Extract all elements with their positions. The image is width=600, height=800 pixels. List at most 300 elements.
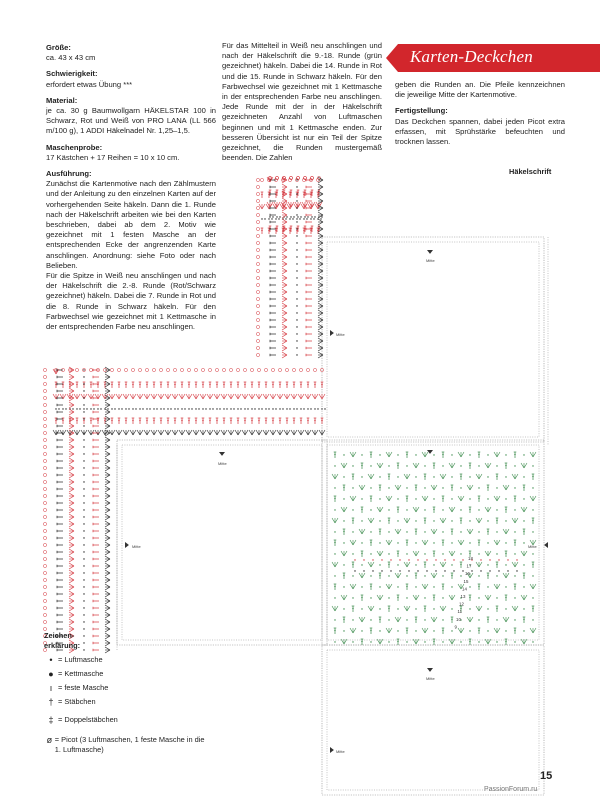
chain-mark bbox=[379, 498, 380, 499]
fan-stroke bbox=[69, 608, 74, 611]
chain-mark bbox=[296, 186, 297, 187]
fan-stroke bbox=[443, 474, 446, 479]
fan-stroke bbox=[69, 405, 74, 408]
chain-mark bbox=[83, 579, 84, 580]
fan-stroke bbox=[312, 394, 315, 399]
chain-mark bbox=[505, 564, 506, 565]
double-crochet-bar bbox=[406, 586, 408, 587]
fan-stroke bbox=[318, 212, 323, 215]
chain-mark bbox=[334, 619, 335, 620]
double-crochet-bar bbox=[433, 597, 435, 598]
chain-mark bbox=[388, 465, 389, 466]
chain-mark bbox=[264, 218, 265, 219]
fan-stroke bbox=[270, 430, 273, 435]
fan-stroke bbox=[242, 394, 245, 399]
chain-mark bbox=[100, 408, 101, 409]
fan-stroke bbox=[524, 551, 527, 556]
fan-stroke bbox=[512, 606, 515, 611]
picot-mark bbox=[43, 550, 46, 553]
picot-mark bbox=[43, 571, 46, 574]
fan-stroke bbox=[69, 601, 74, 604]
fan-stroke bbox=[259, 394, 262, 399]
fan-stroke bbox=[214, 394, 217, 399]
card-frame-top-right-inner bbox=[327, 242, 539, 437]
chain-mark bbox=[417, 559, 418, 560]
chain-mark bbox=[261, 408, 262, 409]
fan-stroke bbox=[425, 584, 428, 589]
chain-mark bbox=[487, 564, 488, 565]
fan-stroke bbox=[105, 482, 110, 485]
chain-mark bbox=[451, 542, 452, 543]
chain-mark bbox=[460, 553, 461, 554]
chain-mark bbox=[321, 216, 322, 217]
fan-stroke bbox=[344, 463, 347, 468]
double-crochet-bar bbox=[514, 630, 516, 631]
chain-mark bbox=[460, 487, 461, 488]
fan-stroke bbox=[69, 503, 74, 506]
legend-item-double: † = Stäbchen bbox=[44, 697, 96, 707]
chain-mark bbox=[372, 559, 373, 560]
double-crochet-bar bbox=[487, 575, 489, 576]
chain-mark bbox=[177, 408, 178, 409]
double-crochet-bar bbox=[223, 384, 225, 385]
fan-stroke bbox=[422, 628, 425, 633]
fan-stroke bbox=[280, 394, 283, 399]
fan-stroke bbox=[371, 474, 374, 479]
picot-mark bbox=[229, 368, 232, 371]
chain-mark bbox=[156, 408, 157, 409]
fan-stroke bbox=[282, 247, 287, 250]
chain-mark bbox=[310, 218, 311, 219]
chain-mark bbox=[424, 619, 425, 620]
chain-mark bbox=[451, 630, 452, 631]
double-crochet-bar bbox=[251, 420, 253, 421]
fan-stroke bbox=[263, 394, 266, 399]
chain-mark bbox=[83, 418, 84, 419]
fan-stroke bbox=[380, 595, 383, 600]
double-crochet-bar bbox=[451, 575, 453, 576]
picot-mark bbox=[256, 269, 259, 272]
chain-mark bbox=[415, 586, 416, 587]
fan-stroke bbox=[332, 474, 335, 479]
round-number: 14 bbox=[462, 586, 467, 592]
fan-stroke bbox=[467, 617, 470, 622]
fan-stroke bbox=[182, 394, 185, 399]
chain-mark bbox=[460, 509, 461, 510]
round-number: 13 bbox=[460, 594, 466, 599]
fan-stroke bbox=[69, 549, 74, 552]
double-crochet-bar bbox=[334, 498, 336, 499]
chain-mark bbox=[296, 354, 297, 355]
double-crochet-bar bbox=[460, 476, 462, 477]
chain-mark bbox=[317, 408, 318, 409]
chain-mark bbox=[303, 218, 304, 219]
double-crochet-bar bbox=[532, 476, 534, 477]
fan-stroke bbox=[497, 628, 500, 633]
fan-stroke bbox=[105, 598, 110, 601]
double-crochet-bar bbox=[397, 465, 399, 466]
fan-stroke bbox=[515, 474, 518, 479]
fan-stroke bbox=[301, 394, 304, 399]
chain-mark bbox=[286, 408, 287, 409]
round-number: 18 bbox=[468, 556, 473, 561]
fan-stroke bbox=[165, 430, 168, 435]
round-number: 9 bbox=[454, 624, 457, 630]
double-crochet-bar bbox=[279, 384, 281, 385]
fan-stroke bbox=[282, 271, 287, 274]
double-crochet-bar bbox=[237, 420, 239, 421]
fan-stroke bbox=[305, 394, 308, 399]
chain-mark bbox=[167, 408, 168, 409]
picot-mark bbox=[310, 176, 313, 179]
chain-mark bbox=[370, 487, 371, 488]
fan-stroke bbox=[105, 612, 110, 615]
fan-stroke bbox=[69, 451, 74, 454]
chain-mark bbox=[388, 597, 389, 598]
center-part-text: Für das Mittelteil in Weiß neu anschlingen und nach der Häkelschrift die 9.-18. Runde (grün gezeichnet) häkeln. Dabei die 14. Runde in Rot und die 15. Runde in Schwarz häkeln. Für den Farbwechsel wie gezeichnet mit 1 Kettmasche in der entsprechenden Farbe neu anschlingen. Jede Runde mit der in der Häkelschrift gezeichneten Anzahl von Luftmaschen beginnen und mit 1 Kettmasche enden. Zur besseren Übersicht ist nur ein Teil der Spitze gezeichnet, die Runden mustergemäß beenden. Die Zahlen bbox=[222, 41, 382, 163]
chain-mark bbox=[191, 408, 192, 409]
chain-mark bbox=[388, 509, 389, 510]
fan-stroke bbox=[422, 584, 425, 589]
fan-stroke bbox=[506, 617, 509, 622]
chain-mark bbox=[296, 218, 297, 219]
fan-stroke bbox=[69, 559, 74, 562]
fan-stroke bbox=[158, 430, 161, 435]
picot-mark bbox=[256, 304, 259, 307]
fan-stroke bbox=[105, 475, 110, 478]
chain-mark bbox=[532, 575, 533, 576]
chain-mark bbox=[237, 408, 238, 409]
fan-stroke bbox=[69, 577, 74, 580]
card-frame-bottom-left-outer bbox=[117, 440, 327, 645]
fan-stroke bbox=[105, 531, 110, 534]
fan-stroke bbox=[440, 606, 443, 611]
fan-stroke bbox=[298, 430, 301, 435]
fan-stroke bbox=[105, 489, 110, 492]
picot-mark bbox=[256, 346, 259, 349]
chain-mark bbox=[296, 207, 297, 208]
chain-mark bbox=[83, 502, 84, 503]
picot-mark bbox=[43, 382, 46, 385]
chain-mark bbox=[202, 408, 203, 409]
chain-mark bbox=[478, 597, 479, 598]
double-crochet-bar bbox=[111, 384, 113, 385]
fan-stroke bbox=[105, 573, 110, 576]
fan-stroke bbox=[105, 447, 110, 450]
fan-stroke bbox=[207, 430, 210, 435]
fan-stroke bbox=[119, 430, 122, 435]
fan-stroke bbox=[485, 507, 488, 512]
fan-stroke bbox=[308, 394, 311, 399]
chain-mark bbox=[111, 408, 112, 409]
double-crochet-bar bbox=[469, 465, 471, 466]
fan-stroke bbox=[69, 587, 74, 590]
chain-mark bbox=[433, 476, 434, 477]
chain-mark bbox=[334, 465, 335, 466]
fan-stroke bbox=[282, 317, 287, 320]
picot-mark bbox=[256, 227, 259, 230]
fan-stroke bbox=[74, 430, 77, 435]
fan-stroke bbox=[443, 562, 446, 567]
chain-mark bbox=[296, 249, 297, 250]
double-crochet-bar bbox=[469, 553, 471, 554]
double-crochet-bar bbox=[321, 420, 323, 421]
chain-mark bbox=[296, 263, 297, 264]
fan-stroke bbox=[452, 551, 455, 556]
chain-mark bbox=[381, 559, 382, 560]
fan-stroke bbox=[380, 551, 383, 556]
chain-mark bbox=[343, 564, 344, 565]
chain-mark bbox=[390, 559, 391, 560]
fan-stroke bbox=[277, 430, 280, 435]
picot-mark bbox=[256, 332, 259, 335]
fan-stroke bbox=[63, 430, 66, 435]
chain-mark bbox=[83, 397, 84, 398]
fan-stroke bbox=[404, 518, 407, 523]
chain-mark bbox=[334, 641, 335, 642]
chain-mark bbox=[285, 218, 286, 219]
chain-mark bbox=[90, 408, 91, 409]
double-crochet-bar bbox=[314, 420, 316, 421]
picot-mark bbox=[43, 417, 46, 420]
fan-stroke bbox=[273, 394, 276, 399]
fan-stroke bbox=[69, 626, 74, 629]
picot-mark bbox=[145, 368, 148, 371]
chain-mark bbox=[314, 408, 315, 409]
chain-mark bbox=[83, 369, 84, 370]
chain-mark bbox=[132, 408, 133, 409]
chain-mark bbox=[83, 509, 84, 510]
mitte-label: Mitte bbox=[218, 461, 227, 466]
chain-mark bbox=[282, 408, 283, 409]
fan-stroke bbox=[259, 430, 262, 435]
double-crochet-bar bbox=[379, 575, 381, 576]
fan-stroke bbox=[105, 528, 110, 531]
chain-mark bbox=[313, 218, 314, 219]
chain-mark bbox=[496, 619, 497, 620]
chain-mark bbox=[433, 630, 434, 631]
chain-mark bbox=[86, 408, 87, 409]
fan-stroke bbox=[95, 430, 98, 435]
fan-stroke bbox=[431, 573, 434, 578]
fan-stroke bbox=[386, 628, 389, 633]
double-crochet-bar bbox=[174, 384, 176, 385]
fan-stroke bbox=[221, 394, 224, 399]
chain-mark bbox=[388, 575, 389, 576]
round-number: 15 bbox=[463, 578, 469, 584]
double-crochet-bar bbox=[424, 564, 426, 565]
legend-item-slip: ● = Kettmasche bbox=[44, 669, 103, 679]
double-crochet-bar bbox=[370, 542, 372, 543]
chain-mark bbox=[205, 408, 206, 409]
picot-mark bbox=[43, 410, 46, 413]
fan-stroke bbox=[512, 562, 515, 567]
fan-stroke bbox=[458, 496, 461, 501]
double-crochet-bar bbox=[361, 465, 363, 466]
fan-stroke bbox=[479, 474, 482, 479]
chain-mark bbox=[296, 242, 297, 243]
double-crochet-bar bbox=[505, 509, 507, 510]
double-crochet-bar bbox=[388, 520, 390, 521]
fan-stroke bbox=[151, 430, 154, 435]
fan-stroke bbox=[105, 472, 110, 475]
chain-mark bbox=[324, 408, 325, 409]
fan-stroke bbox=[69, 542, 74, 545]
chain-mark bbox=[478, 641, 479, 642]
fan-stroke bbox=[69, 388, 74, 391]
chain-mark bbox=[352, 487, 353, 488]
fan-stroke bbox=[69, 486, 74, 489]
fan-stroke bbox=[69, 531, 74, 534]
fan-stroke bbox=[273, 430, 276, 435]
chain-mark bbox=[195, 408, 196, 409]
chain-mark bbox=[212, 408, 213, 409]
fan-stroke bbox=[228, 394, 231, 399]
fan-stroke bbox=[359, 529, 362, 534]
fan-stroke bbox=[154, 394, 157, 399]
chain-mark bbox=[188, 408, 189, 409]
fan-stroke bbox=[102, 394, 105, 399]
chain-mark bbox=[406, 509, 407, 510]
fan-stroke bbox=[105, 454, 110, 457]
chain-mark bbox=[275, 408, 276, 409]
chain-mark bbox=[83, 460, 84, 461]
chain-mark bbox=[496, 641, 497, 642]
chain-mark bbox=[334, 531, 335, 532]
chain-mark bbox=[397, 498, 398, 499]
picot-mark bbox=[43, 403, 46, 406]
chain-mark bbox=[352, 553, 353, 554]
fan-stroke bbox=[395, 573, 398, 578]
chain-mark bbox=[153, 408, 154, 409]
fan-stroke bbox=[315, 394, 318, 399]
chain-mark bbox=[296, 333, 297, 334]
fan-stroke bbox=[69, 374, 74, 377]
chain-mark bbox=[296, 214, 297, 215]
fan-stroke bbox=[298, 394, 301, 399]
double-crochet-bar bbox=[487, 619, 489, 620]
chain-mark bbox=[406, 487, 407, 488]
chain-mark bbox=[83, 404, 84, 405]
chain-mark bbox=[370, 553, 371, 554]
double-crochet-bar bbox=[397, 509, 399, 510]
fan-stroke bbox=[521, 507, 524, 512]
chain-mark bbox=[514, 509, 515, 510]
double-crochet-bar bbox=[469, 509, 471, 510]
chain-mark bbox=[83, 537, 84, 538]
chain-mark bbox=[240, 408, 241, 409]
round-number: 11 bbox=[457, 609, 463, 615]
chain-mark bbox=[334, 597, 335, 598]
double-crochet-bar bbox=[388, 564, 390, 565]
picot-mark bbox=[43, 515, 46, 518]
fan-stroke bbox=[341, 463, 344, 468]
fan-stroke bbox=[341, 507, 344, 512]
fan-stroke bbox=[91, 430, 94, 435]
chain-mark bbox=[444, 570, 445, 571]
double-crochet-bar bbox=[272, 420, 274, 421]
chain-mark bbox=[523, 542, 524, 543]
chain-mark bbox=[307, 408, 308, 409]
picot-mark bbox=[201, 368, 204, 371]
chain-mark bbox=[469, 586, 470, 587]
picot-mark bbox=[222, 368, 225, 371]
fan-stroke bbox=[506, 573, 509, 578]
chain-mark bbox=[442, 487, 443, 488]
fan-stroke bbox=[69, 444, 74, 447]
fan-stroke bbox=[407, 518, 410, 523]
fan-stroke bbox=[63, 394, 66, 399]
fan-stroke bbox=[470, 573, 473, 578]
chain-mark bbox=[415, 498, 416, 499]
chain-mark bbox=[272, 216, 273, 217]
fan-stroke bbox=[458, 452, 461, 457]
chain-mark bbox=[487, 498, 488, 499]
picot-mark bbox=[288, 178, 291, 181]
fan-stroke bbox=[105, 496, 110, 499]
chain-mark bbox=[514, 619, 515, 620]
double-crochet-bar bbox=[181, 384, 183, 385]
fan-stroke bbox=[318, 348, 323, 351]
fan-stroke bbox=[461, 452, 464, 457]
double-crochet-bar bbox=[370, 498, 372, 499]
fan-stroke bbox=[282, 345, 287, 348]
fan-stroke bbox=[252, 430, 255, 435]
chain-mark bbox=[399, 559, 400, 560]
fan-stroke bbox=[252, 394, 255, 399]
fan-stroke bbox=[112, 394, 115, 399]
chain-mark bbox=[469, 520, 470, 521]
fan-stroke bbox=[440, 474, 443, 479]
picot-mark bbox=[43, 452, 46, 455]
fan-stroke bbox=[282, 285, 287, 288]
fan-stroke bbox=[497, 496, 500, 501]
picot-mark bbox=[256, 353, 259, 356]
double-crochet-bar bbox=[230, 420, 232, 421]
fan-stroke bbox=[389, 540, 392, 545]
card-frame-top-right-outer bbox=[322, 237, 544, 442]
fan-stroke bbox=[189, 394, 192, 399]
chain-mark bbox=[388, 487, 389, 488]
fan-stroke bbox=[353, 496, 356, 501]
chain-mark bbox=[293, 408, 294, 409]
fan-stroke bbox=[449, 507, 452, 512]
fan-stroke bbox=[256, 394, 259, 399]
fan-stroke bbox=[368, 606, 371, 611]
fan-stroke bbox=[69, 622, 74, 625]
fan-stroke bbox=[245, 430, 248, 435]
chain-mark bbox=[343, 498, 344, 499]
fan-stroke bbox=[413, 463, 416, 468]
double-crochet-bar bbox=[514, 542, 516, 543]
chain-mark bbox=[279, 408, 280, 409]
picot-mark bbox=[256, 311, 259, 314]
double-crochet-bar bbox=[397, 641, 399, 642]
double-crochet-bar bbox=[251, 384, 253, 385]
double-crochet-bar bbox=[406, 630, 408, 631]
fan-stroke bbox=[238, 430, 241, 435]
fan-stroke bbox=[147, 394, 150, 399]
fan-stroke bbox=[318, 187, 323, 190]
fan-stroke bbox=[404, 606, 407, 611]
rounds-text: geben die Runden an. Die Pfeile kennzeichnen die jeweilige Mitte der Kartenmotive. bbox=[395, 80, 565, 100]
chain-mark bbox=[451, 564, 452, 565]
chain-mark bbox=[320, 218, 321, 219]
chain-mark bbox=[83, 530, 84, 531]
chain-mark bbox=[296, 305, 297, 306]
chain-mark bbox=[487, 608, 488, 609]
chain-mark bbox=[296, 312, 297, 313]
